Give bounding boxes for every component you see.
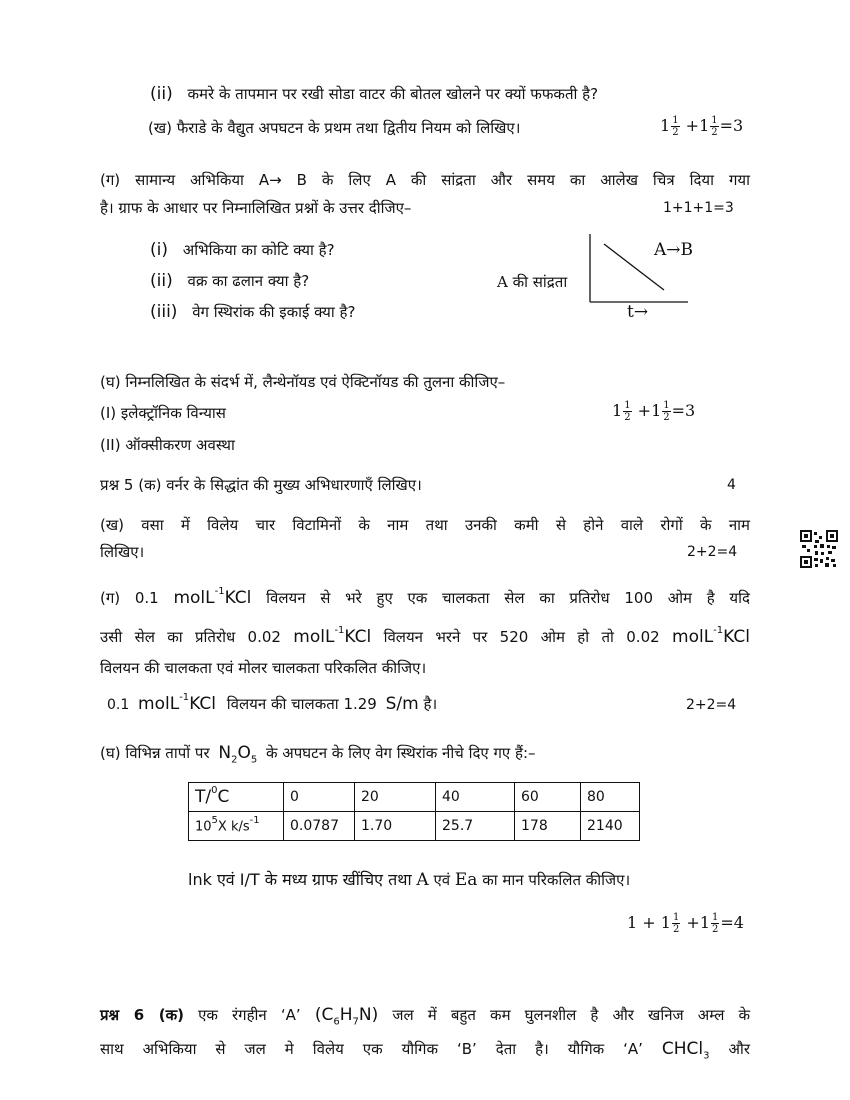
- q5-gha-instruction: lnk एवं I/T के मध्य ग्राफ खींचिए तथा A एवं Ea का मान परिकलित कीजिए।: [188, 870, 631, 890]
- q4-gha-text: (घ) निम्नलिखित के संदर्भ में, लैन्थेनॉयड एवं ऐक्टिनॉयड की तुलना कीजिए–: [100, 373, 506, 391]
- marks-fraction: $\frac{1}{2}$: [672, 115, 679, 138]
- marks-total: =3: [719, 116, 744, 135]
- q4-ga-sub-3: [150, 302, 355, 322]
- q4-ga-line1: (ग) सामान्य अभिकिया A→ B के लिए A की सांद्रता और समय का आलेख चित्र दिया गया: [100, 171, 750, 189]
- q4-kha-text: (ख) फैराडे के वैद्युत अपघटन के प्रथम तथा द्वितीय नियम को लिखिए।: [148, 119, 521, 137]
- q4-ii-text: कमरे के तापमान पर रखी सोडा वाटर की बोतल खोलने पर क्यों फफकती है?: [187, 85, 599, 103]
- header-rate-constant: $10^5X$ $k/s^{-1}$: [189, 812, 284, 841]
- marks-fraction: $\frac{1}{2}$: [711, 115, 718, 138]
- marks-whole: 1: [612, 401, 623, 420]
- table-cell: 0.0787: [284, 812, 355, 841]
- table-cell: 25.7: [436, 812, 515, 841]
- q5-ga-line1: (ग) 0.1 molL$^{-1}$KCl विलयन से भरे हुए एक चालकता सेल का प्रतिरोध 100 ओम है यदि: [100, 586, 750, 608]
- marks-plus: +1: [637, 401, 662, 420]
- q4-ga-marks: 1+1+1=3: [663, 200, 734, 216]
- sub-text: अभिकिया का कोटि क्या है?: [182, 241, 335, 259]
- marks-whole: 1 + 1: [627, 913, 671, 932]
- graph-curve-label: A→B: [654, 240, 694, 260]
- table-cell: 178: [515, 812, 581, 841]
- qr-code-icon: [800, 530, 838, 568]
- sub-number: (i): [150, 240, 168, 260]
- table-cell: 2140: [581, 812, 640, 841]
- table-cell: 1.70: [355, 812, 436, 841]
- marks-plus: +1: [685, 116, 710, 135]
- q5-ga-line4: 0.1 molL$^{-1}$KCl विलयन की चालकता 1.29 S/m है।: [107, 692, 438, 714]
- q5-kha-marks: 2+2=4: [687, 544, 738, 560]
- q5-kha-line2: लिखिए।: [100, 543, 145, 561]
- header-temperature: T/$^0$C: [189, 783, 284, 812]
- marks-total: =3: [671, 401, 696, 420]
- marks-plus: +1: [686, 913, 710, 932]
- q4-gha-item-1: (I) इलेक्ट्रॉनिक विन्यास: [100, 404, 226, 422]
- table-row: [189, 812, 640, 841]
- q4-kha-ii: [150, 84, 598, 104]
- graph-y-label: A की सांद्रता: [497, 273, 568, 291]
- chcl3-formula: CHCl$_3$: [661, 1039, 710, 1062]
- marks-fraction: $\frac{1}{2}$: [672, 912, 680, 935]
- graph-x-label: t→: [627, 302, 649, 322]
- q4-gha-item-2: (II) ऑक्सीकरण अवस्था: [100, 436, 235, 454]
- marks-whole: 1: [660, 116, 671, 135]
- q5-gha-text: (घ) विभिन्न तापों पर $N_2O_5$ के अपघटन के लिए वेग स्थिरांक नीचे दिए गए हैं:–: [100, 743, 536, 766]
- q5-ga-line2: उसी सेल का प्रतिरोध 0.02 molL$^{-1}$KCl विलयन भरने पर 520 ओम हो तो 0.02 molL$^{-1}$KCl: [100, 625, 750, 647]
- q5-ga-line3: विलयन की चालकता एवं मोलर चालकता परिकलित कीजिए।: [100, 659, 427, 677]
- sub-number: (iii): [150, 302, 178, 322]
- q6-ka-line2: साथ अभिकिया से जल मे विलेय एक यौगिक ‘B’ देता है। यौगिक ‘A’ CHCl$_3$ और: [100, 1039, 750, 1062]
- q4-kha-marks: [660, 115, 743, 138]
- table-cell: 20: [355, 783, 436, 812]
- marks-fraction: $\frac{1}{2}$: [663, 400, 670, 423]
- q4-ga-sub-2: [150, 271, 309, 291]
- q4-ga-line2: है। ग्राफ के आधार पर निम्नालिखित प्रश्नों के उत्तर दीजिए–: [100, 199, 412, 217]
- table-cell: 0: [284, 783, 355, 812]
- table-cell: 80: [581, 783, 640, 812]
- sub-number: (ii): [150, 271, 173, 291]
- q4-ga-sub-1: [150, 240, 335, 260]
- q5-ga-marks: 2+2=4: [686, 697, 737, 713]
- sub-text: वक्र का ढलान क्या है?: [187, 272, 310, 290]
- q5-ka-text: प्रश्न 5 (क) वर्नर के सिद्धांत की मुख्य अभिधारणाएँ लिखिए।: [100, 476, 422, 494]
- q5-kha-line1: (ख) वसा में विलेय चार विटामिनों के नाम तथा उनकी कमी से होने वाले रोगों के नाम: [100, 516, 750, 534]
- q4-gha-marks: [612, 400, 695, 423]
- n2o5-formula: $N_2O_5$: [218, 743, 258, 766]
- table-row: [189, 783, 640, 812]
- q5-ka-marks: 4: [727, 477, 736, 493]
- c6h7n-formula: $(C_6H_7N)$: [314, 1005, 379, 1028]
- q4-ii-number: (ii): [150, 84, 173, 104]
- rate-constant-table: [188, 782, 640, 841]
- q6-ka-line1: प्रश्न 6 (क) एक रंगहीन ‘A’ $(C_6H_7N)$ जल में बहुत कम घुलनशील है और खनिज अम्ल के: [100, 1005, 750, 1028]
- sub-text: वेग स्थिरांक की इकाई क्या है?: [192, 303, 356, 321]
- table-cell: 40: [436, 783, 515, 812]
- marks-fraction: $\frac{1}{2}$: [712, 912, 719, 935]
- q5-gha-marks: [627, 912, 744, 935]
- table-cell: 60: [515, 783, 581, 812]
- marks-total: =4: [720, 913, 744, 932]
- marks-fraction: $\frac{1}{2}$: [624, 400, 631, 423]
